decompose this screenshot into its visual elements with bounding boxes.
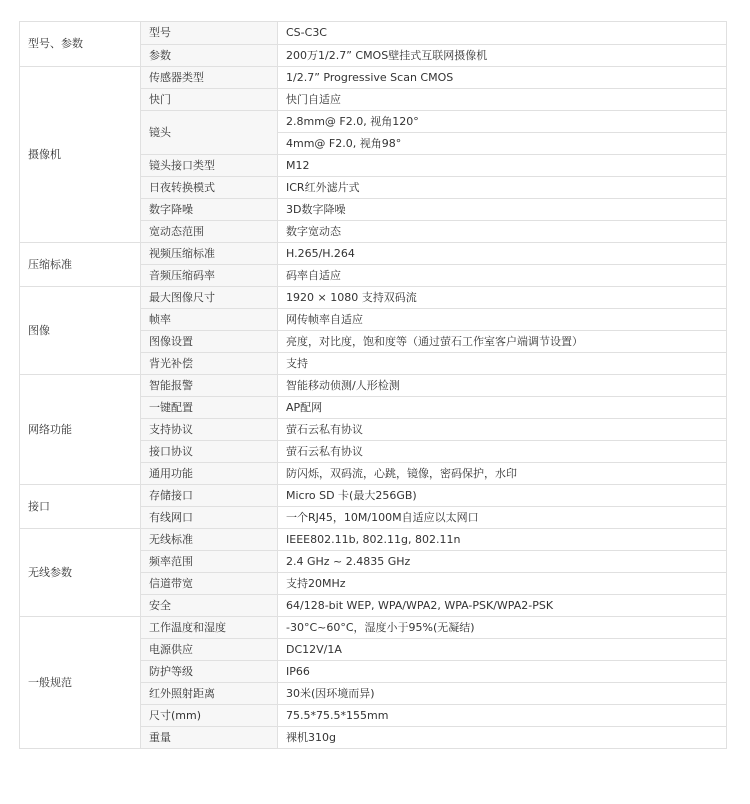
spec-key-cell: 日夜转换模式 — [141, 177, 278, 199]
spec-row — [20, 22, 727, 45]
spec-key-cell: 型号 — [141, 22, 278, 45]
spec-key-cell: 宽动态范围 — [141, 221, 278, 243]
section-category-label: 图像 — [20, 287, 141, 375]
spec-row — [20, 243, 727, 265]
spec-value-cell: 1/2.7” Progressive Scan CMOS — [278, 67, 727, 89]
spec-value-cell: M12 — [278, 155, 727, 177]
spec-value-cell: 1920 × 1080 支持双码流 — [278, 287, 727, 309]
spec-table — [19, 21, 727, 749]
spec-value-cell: 亮度，对比度，饱和度等（通过萤石工作室客户端调节设置） — [278, 331, 727, 353]
section-category-label: 型号、参数 — [20, 22, 141, 67]
spec-table-container — [19, 21, 727, 749]
spec-key-cell: 支持协议 — [141, 419, 278, 441]
spec-value-cell: -30°C~60°C，湿度小于95%(无凝结) — [278, 617, 727, 639]
spec-key-cell: 频率范围 — [141, 551, 278, 573]
spec-key-cell: 工作温度和湿度 — [141, 617, 278, 639]
spec-value-cell: 智能移动侦测/人形检测 — [278, 375, 727, 397]
spec-key-cell: 红外照射距离 — [141, 683, 278, 705]
spec-value-cell: CS-C3C — [278, 22, 727, 45]
spec-table-body — [20, 22, 727, 749]
spec-key-cell: 尺寸(mm) — [141, 705, 278, 727]
spec-key-cell: 传感器类型 — [141, 67, 278, 89]
spec-value-cell: 萤石云私有协议 — [278, 419, 727, 441]
spec-value-cell: Micro SD 卡(最大256GB) — [278, 485, 727, 507]
spec-key-cell: 数字降噪 — [141, 199, 278, 221]
spec-value-cell: DC12V/1A — [278, 639, 727, 661]
spec-key-cell: 重量 — [141, 727, 278, 749]
section-category-label: 无线参数 — [20, 529, 141, 617]
spec-key-cell: 镜头 — [141, 111, 278, 155]
spec-value-cell: 30米(因环境而异) — [278, 683, 727, 705]
spec-value-cell: 4mm@ F2.0, 视角98° — [278, 133, 727, 155]
spec-row — [20, 375, 727, 397]
section-category-label: 一般规范 — [20, 617, 141, 749]
spec-value-cell: 一个RJ45，10M/100M自适应以太网口 — [278, 507, 727, 529]
spec-row — [20, 67, 727, 89]
spec-key-cell: 电源供应 — [141, 639, 278, 661]
spec-key-cell: 一键配置 — [141, 397, 278, 419]
spec-row — [20, 617, 727, 639]
spec-key-cell: 镜头接口类型 — [141, 155, 278, 177]
spec-value-cell: 200万1/2.7” CMOS壁挂式互联网摄像机 — [278, 45, 727, 67]
section-category-label: 网络功能 — [20, 375, 141, 485]
spec-value-cell: 快门自适应 — [278, 89, 727, 111]
section-category-label: 摄像机 — [20, 67, 141, 243]
spec-value-cell: 防闪烁，双码流，心跳，镜像，密码保护，水印 — [278, 463, 727, 485]
spec-value-cell: 数字宽动态 — [278, 221, 727, 243]
spec-key-cell: 参数 — [141, 45, 278, 67]
spec-value-cell: 3D数字降噪 — [278, 199, 727, 221]
spec-key-cell: 帧率 — [141, 309, 278, 331]
spec-value-cell: H.265/H.264 — [278, 243, 727, 265]
spec-value-cell: 码率自适应 — [278, 265, 727, 287]
section-category-label: 接口 — [20, 485, 141, 529]
spec-key-cell: 信道带宽 — [141, 573, 278, 595]
spec-key-cell: 接口协议 — [141, 441, 278, 463]
spec-value-cell: 2.4 GHz ~ 2.4835 GHz — [278, 551, 727, 573]
spec-key-cell: 背光补偿 — [141, 353, 278, 375]
spec-value-cell: 64/128-bit WEP, WPA/WPA2, WPA-PSK/WPA2-PSK — [278, 595, 727, 617]
spec-value-cell: 2.8mm@ F2.0, 视角120° — [278, 111, 727, 133]
spec-value-cell: ICR红外滤片式 — [278, 177, 727, 199]
spec-key-cell: 最大图像尺寸 — [141, 287, 278, 309]
spec-key-cell: 无线标准 — [141, 529, 278, 551]
spec-value-cell: 75.5*75.5*155mm — [278, 705, 727, 727]
spec-key-cell: 安全 — [141, 595, 278, 617]
spec-key-cell: 防护等级 — [141, 661, 278, 683]
spec-value-cell: 萤石云私有协议 — [278, 441, 727, 463]
spec-row — [20, 529, 727, 551]
spec-value-cell: IP66 — [278, 661, 727, 683]
spec-key-cell: 视频压缩标准 — [141, 243, 278, 265]
spec-key-cell: 有线网口 — [141, 507, 278, 529]
spec-value-cell: 网传帧率自适应 — [278, 309, 727, 331]
spec-key-cell: 图像设置 — [141, 331, 278, 353]
spec-key-cell: 通用功能 — [141, 463, 278, 485]
spec-key-cell: 音频压缩码率 — [141, 265, 278, 287]
spec-value-cell: AP配网 — [278, 397, 727, 419]
spec-value-cell: 支持20MHz — [278, 573, 727, 595]
spec-value-cell: 裸机310g — [278, 727, 727, 749]
spec-row — [20, 485, 727, 507]
spec-key-cell: 存储接口 — [141, 485, 278, 507]
spec-key-cell: 智能报警 — [141, 375, 278, 397]
spec-key-cell: 快门 — [141, 89, 278, 111]
section-category-label: 压缩标准 — [20, 243, 141, 287]
spec-value-cell: IEEE802.11b, 802.11g, 802.11n — [278, 529, 727, 551]
spec-value-cell: 支持 — [278, 353, 727, 375]
spec-row — [20, 287, 727, 309]
